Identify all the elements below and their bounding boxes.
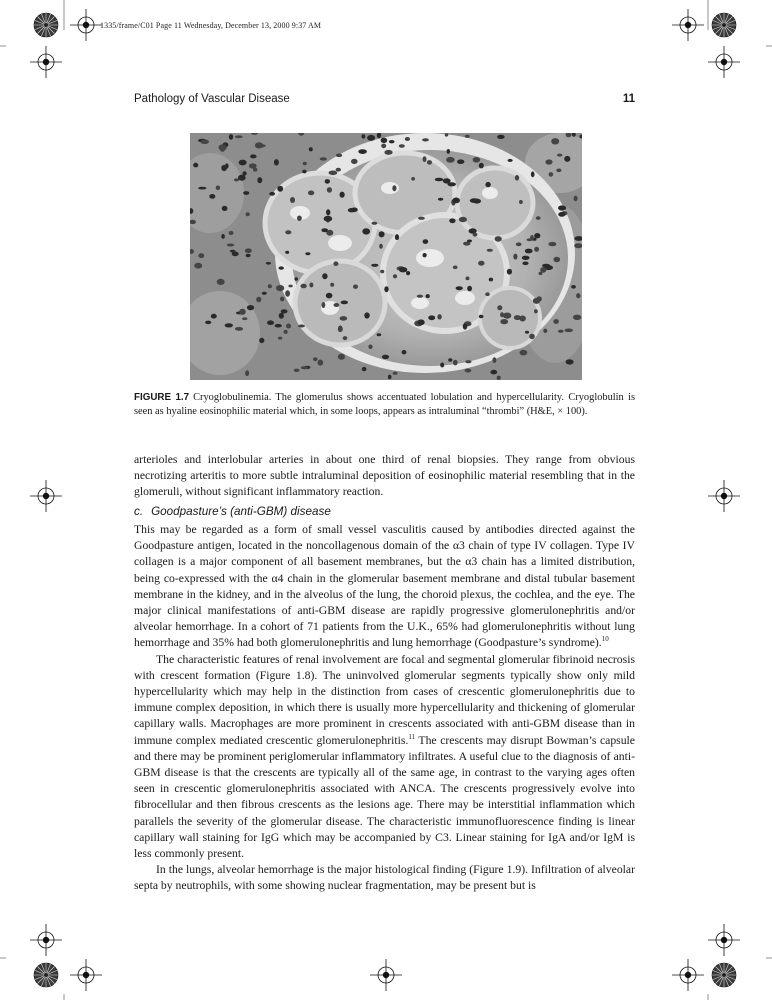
nucleus: [309, 147, 313, 151]
nucleus: [232, 252, 239, 257]
nucleus: [534, 233, 540, 238]
nucleus: [242, 317, 247, 320]
nucleus: [229, 231, 234, 235]
nucleus: [411, 177, 415, 181]
nucleus: [405, 137, 410, 141]
nucleus: [576, 293, 580, 298]
nucleus: [448, 358, 452, 362]
nucleus: [466, 277, 470, 281]
nucleus: [322, 302, 326, 308]
nucleus: [330, 283, 334, 287]
nucleus: [209, 194, 215, 199]
print-slug: 1335/frame/C01 Page 11 Wednesday, December 13, 2000 9:37 AM: [100, 21, 322, 30]
running-head-title: Pathology of Vascular Disease: [134, 93, 290, 105]
nucleus: [256, 297, 261, 303]
nucleus: [551, 138, 559, 144]
nucleus: [522, 262, 528, 266]
nucleus: [211, 314, 217, 319]
body-paragraph-continued: [134, 452, 635, 501]
nucleus: [372, 222, 378, 225]
nucleus: [300, 284, 306, 289]
paragraph-1-text: This may be regarded as a form of small vessel vasculitis caused by antibodies directed against the Goodpasture antigen, located in the noncollagenous domain of the α3 chain of type IV collagen. Type IV collagen is a major component of all basement membranes, but the α3 chain has a limited distribution, being co-expressed with the α4 chain in the glomerular basement membrane and distal tubular basement membrane in the kidney, and in the alveolus of the lung, the choroid plexus, the cochlea, and the eye. The major clinical manifestations of anti-GBM disease are rapidly progressive glomerulonephritis and/or alveolar hemorrhage. In a cohort of 71 patients from the U.K., 65% had glomerulonephritis without lung hemorrhage and 35% had both glomerulonephritis and lung hemorrhage (Goodpasture’s syndrome).: [134, 523, 635, 650]
nucleus: [368, 345, 372, 350]
nucleus: [406, 271, 410, 275]
nucleus: [417, 295, 423, 298]
nucleus: [487, 249, 493, 252]
nucleus: [198, 187, 206, 190]
nucleus: [245, 370, 249, 376]
nucleus: [194, 263, 202, 269]
nucleus: [478, 261, 484, 266]
nucleus: [447, 182, 456, 186]
nucleus: [313, 357, 318, 361]
nucleus: [227, 244, 235, 247]
nucleus: [395, 234, 399, 240]
nucleus: [500, 319, 508, 324]
nucleus: [465, 360, 471, 363]
paragraph-3: In the lungs, alveolar hemorrhage is the major histological finding (Figure 1.9). Infiltration of alveolar septa by neutrophils, with some showing nuclear fragmentation, may be present but is: [134, 863, 635, 893]
nucleus: [381, 144, 386, 149]
nucleus: [320, 157, 327, 160]
nucleus: [515, 175, 519, 181]
nucleus: [217, 279, 225, 285]
nucleus: [465, 369, 472, 373]
nucleus: [364, 312, 369, 318]
section-body: [134, 522, 635, 895]
nucleus: [377, 333, 382, 336]
nucleus: [525, 331, 529, 334]
nucleus: [351, 159, 358, 164]
nucleus: [326, 209, 330, 215]
nucleus: [519, 200, 523, 204]
nucleus: [247, 305, 254, 310]
nucleus: [571, 285, 576, 289]
nucleus: [545, 159, 552, 164]
nucleus: [384, 286, 388, 292]
nucleus: [445, 133, 449, 136]
nucleus: [269, 192, 275, 196]
nucleus: [275, 324, 282, 328]
nucleus: [246, 254, 251, 257]
paragraph-2: [134, 652, 635, 863]
nucleus: [540, 267, 546, 273]
nucleus: [340, 192, 345, 198]
nucleus: [446, 157, 455, 163]
nucleus: [558, 205, 566, 210]
nucleus: [279, 313, 284, 319]
nucleus: [522, 256, 530, 260]
nucleus: [437, 314, 441, 319]
nucleus: [327, 187, 332, 193]
nucleus: [497, 135, 505, 139]
nucleus: [507, 269, 512, 275]
nucleus: [326, 293, 333, 299]
nucleus: [490, 370, 497, 375]
nucleus: [531, 171, 535, 177]
nucleus: [470, 198, 479, 203]
nucleus: [459, 217, 467, 222]
nucleus: [479, 163, 484, 169]
nucleus: [285, 230, 291, 234]
nucleus: [309, 283, 313, 288]
nucleus: [358, 149, 367, 154]
nucleus: [384, 150, 392, 155]
nucleus: [513, 254, 517, 260]
nucleus: [266, 262, 271, 265]
nucleus: [402, 350, 407, 354]
reference-10: 10: [601, 635, 609, 644]
nucleus: [422, 138, 429, 141]
nucleus: [325, 179, 330, 184]
nucleus: [558, 212, 565, 217]
nucleus: [267, 320, 274, 325]
nucleus: [536, 216, 541, 220]
nucleus: [239, 309, 246, 315]
figure-caption: [134, 391, 635, 420]
nucleus: [274, 159, 279, 165]
nucleus: [341, 301, 348, 305]
nucleus: [554, 257, 561, 263]
nucleus: [549, 172, 554, 177]
paragraph-2-text-a: The characteristic features of renal involvement are focal and segmental glomerular fibrinoid necrosis with crescent formation (Figure 1.8). The uninvolved glomerular segments typically show only mild hypercellularity which may help in the distinction from cases of crescentic glomerulonephritis due to immune complex deposition, in which there is usually more hypercellularity and thickening of glomerular capillary walls. Macrophages are more prominent in crescents associated with anti-GBM disease than in immune complex mediated crescentic glomerulonephritis.: [134, 652, 635, 747]
nucleus: [277, 186, 283, 192]
nucleus: [529, 334, 535, 340]
nucleus: [239, 160, 247, 166]
nucleus: [229, 134, 233, 140]
nucleus: [380, 270, 384, 274]
nucleus: [298, 325, 305, 328]
nucleus: [473, 233, 478, 237]
nucleus: [392, 185, 396, 191]
nucleus: [205, 321, 211, 325]
nucleus: [262, 292, 267, 295]
nucleus: [243, 171, 247, 175]
nucleus: [336, 168, 341, 172]
nucleus: [393, 274, 397, 278]
nucleus: [280, 297, 284, 302]
nucleus: [500, 312, 504, 317]
micrograph-figure: [190, 133, 582, 380]
nucleus: [353, 285, 358, 289]
paragraph-2-text-b: The crescents may disrupt Bowman’s capsule and there may be prominent periglomerular inflammatory infiltrates. A useful clue to the diagnosis of anti-GBM disease is that the crescents are typically all of the same age, in contrast to the varying ages often seen in crescentic glomerulonephritis associated with ANCA. The crescents progressively evolve into fibrocellular and then fibrous crescents as the lesions age. There may be interstitial inflammation which parallels the severity of the glomerular disease. The characteristic immunofluorescence finding is linear capillary wall staining for IgG which may be accompanied by C3. Linear staining for IgA and/or IgM is less commonly present.: [134, 733, 635, 861]
nucleus: [389, 140, 395, 143]
nucleus: [294, 277, 298, 281]
section-heading-label: c.: [134, 505, 144, 518]
nucleus: [428, 315, 435, 320]
nucleus: [303, 162, 307, 165]
nucleus: [250, 154, 257, 158]
nucleus: [362, 134, 366, 138]
nucleus: [235, 135, 243, 138]
nucleus: [219, 144, 227, 150]
nucleus: [329, 171, 338, 176]
nucleus: [278, 337, 282, 340]
nucleus: [553, 319, 559, 324]
nucleus: [286, 324, 291, 329]
nucleus: [435, 178, 444, 182]
nucleus: [379, 244, 383, 249]
nucleus: [542, 264, 550, 268]
nucleus: [321, 228, 328, 232]
nucleus: [305, 252, 310, 255]
nucleus: [308, 191, 314, 196]
nucleus: [284, 330, 288, 334]
nucleus: [258, 144, 266, 147]
nucleus: [268, 284, 272, 288]
nucleus: [452, 198, 460, 204]
nucleus: [489, 278, 493, 282]
nucleus: [543, 329, 547, 333]
nucleus: [246, 212, 250, 216]
running-head: [134, 93, 635, 105]
nucleus: [427, 160, 432, 165]
nucleus: [574, 196, 578, 202]
nucleus: [379, 231, 385, 237]
nucleus: [334, 303, 340, 307]
nucleus: [399, 144, 405, 147]
nucleus: [467, 286, 472, 292]
nucleus: [418, 217, 425, 220]
page-number: 11: [622, 93, 635, 105]
nucleus: [216, 186, 220, 191]
nucleus: [525, 249, 533, 254]
nucleus: [222, 206, 228, 211]
nucleus: [297, 216, 302, 221]
nucleus: [508, 159, 513, 162]
nucleus: [556, 169, 561, 173]
nucleus: [388, 375, 392, 379]
nucleus: [324, 216, 333, 222]
nucleus: [495, 236, 502, 242]
nucleus: [381, 138, 388, 143]
nucleus: [426, 294, 430, 298]
nucleus: [285, 290, 290, 296]
nucleus: [473, 157, 481, 163]
nucleus: [465, 135, 470, 138]
nucleus: [198, 253, 204, 258]
nucleus: [362, 367, 367, 371]
nucleus: [479, 315, 484, 318]
nucleus: [527, 238, 533, 241]
nucleus: [418, 319, 425, 325]
nucleus: [288, 285, 292, 288]
nucleus: [285, 251, 289, 254]
nucleus: [453, 266, 458, 270]
nucleus: [492, 357, 496, 363]
nucleus: [447, 149, 451, 154]
nucleus: [573, 315, 581, 320]
nucleus: [497, 305, 502, 310]
nucleus: [259, 338, 264, 343]
nucleus: [281, 309, 288, 313]
nucleus: [193, 163, 198, 168]
nucleus: [276, 285, 284, 291]
nucleus: [225, 163, 229, 168]
nucleus: [533, 298, 540, 304]
nucleus: [467, 240, 472, 243]
nucleus: [279, 266, 284, 269]
nucleus: [485, 182, 490, 187]
nucleus: [362, 228, 370, 234]
nucleus: [566, 359, 574, 364]
nucleus: [225, 323, 233, 327]
nucleus: [393, 372, 398, 375]
nucleus: [557, 154, 562, 157]
paragraph-1: [134, 522, 635, 652]
nucleus: [371, 264, 378, 267]
nucleus: [318, 360, 324, 366]
figure-caption-text: Cryoglobulinemia. The glomerulus shows accentuated lobulation and hypercellularity. Cryoglobulin is seen as hyaline eosinophilic material which, in some loops, appears as intraluminal “thrombi” (H&E, × 100).: [134, 392, 635, 418]
nucleus: [302, 170, 306, 174]
nucleus: [235, 327, 243, 331]
nucleus: [336, 154, 342, 158]
nucleus: [243, 191, 249, 195]
nucleus: [565, 329, 573, 333]
nucleus: [548, 242, 556, 246]
nucleus: [245, 248, 252, 253]
nucleus: [423, 156, 427, 162]
nucleus: [351, 208, 358, 213]
nucleus: [485, 292, 489, 296]
nucleus: [221, 234, 225, 239]
nucleus: [440, 363, 444, 368]
nucleus: [514, 315, 521, 320]
nucleus: [463, 323, 468, 329]
nucleus: [520, 350, 528, 356]
section-heading: [134, 505, 635, 518]
nucleus: [340, 316, 348, 321]
nucleus: [382, 355, 389, 359]
nucleus: [333, 261, 338, 266]
nucleus: [249, 163, 257, 168]
nucleus: [343, 336, 348, 340]
nucleus: [503, 313, 511, 319]
nucleus: [200, 140, 209, 145]
nucleus: [457, 159, 464, 164]
nucleus: [423, 253, 427, 257]
nucleus: [497, 376, 501, 380]
nucleus: [399, 267, 407, 272]
nucleus: [438, 198, 443, 201]
nucleus: [516, 242, 522, 246]
reference-11: 11: [408, 732, 416, 741]
micrograph-image: [190, 133, 582, 380]
nucleus: [456, 286, 463, 290]
nucleus: [367, 135, 375, 141]
nucleus: [257, 177, 262, 183]
nucleus: [338, 326, 343, 332]
nucleus: [449, 218, 455, 223]
nucleus: [290, 197, 295, 203]
nucleus: [453, 360, 458, 366]
figure-label: FIGURE 1.7: [134, 392, 190, 403]
nucleus: [558, 330, 564, 333]
nucleus: [294, 369, 300, 372]
paragraph-text: arterioles and interlobular arteries in about one third of renal biopsies. They range from obvious necrotizing arteritis to more subtle intraluminal deposition of eosinophilic material resembling that in the glomeruli, without significant inflammatory reaction.: [134, 453, 635, 499]
nucleus: [338, 354, 345, 360]
nucleus: [301, 366, 309, 369]
section-heading-title: Goodpasture’s (anti-GBM) disease: [151, 505, 331, 518]
nucleus: [322, 273, 327, 279]
nucleus: [423, 239, 429, 244]
nucleus: [564, 156, 570, 162]
nucleus: [534, 247, 539, 252]
nucleus: [534, 309, 538, 313]
